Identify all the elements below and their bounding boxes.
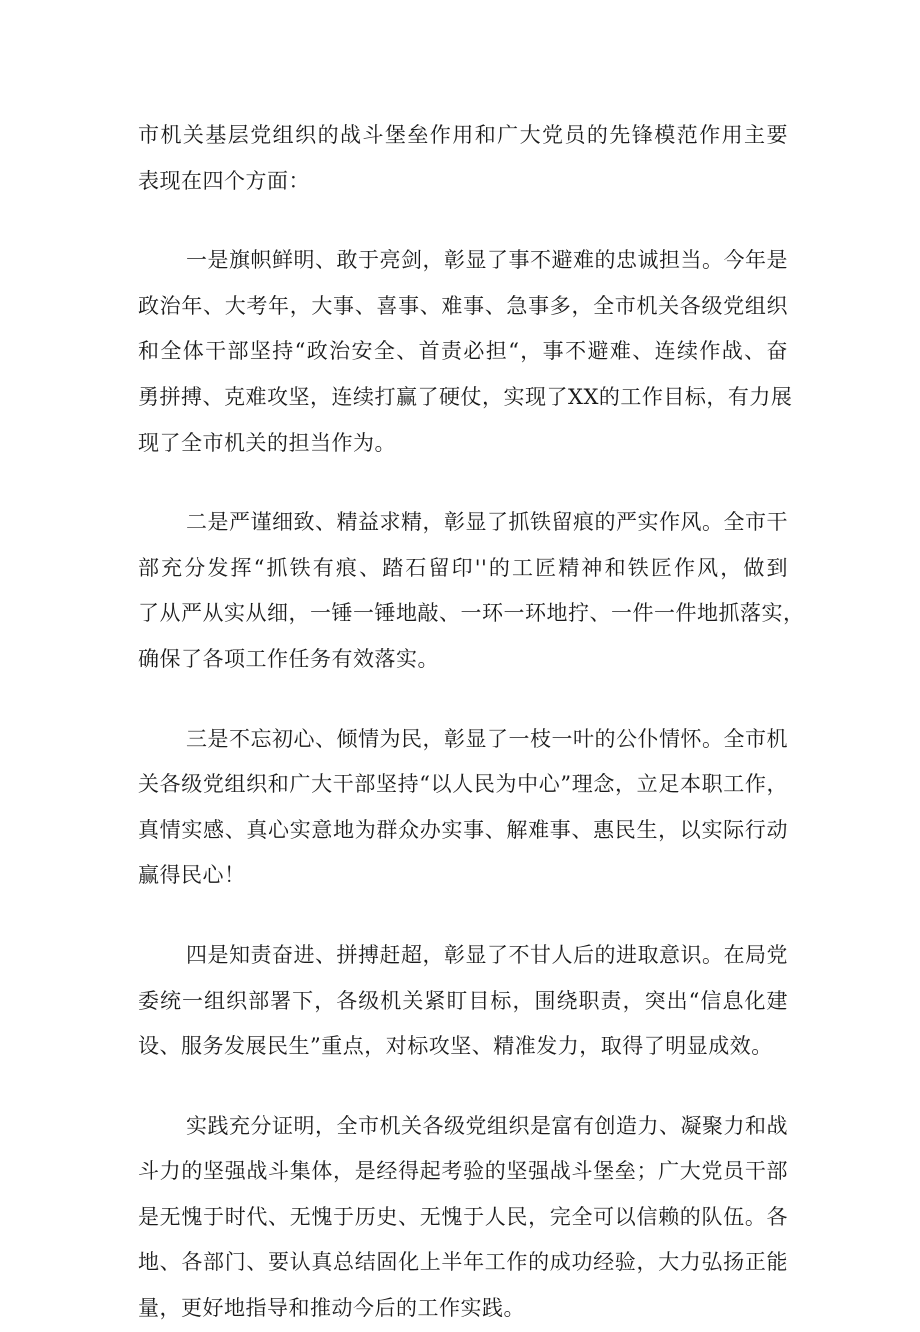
text-line: 实践充分证明，全市机关各级党组织是富有创造力、凝聚力和战	[186, 1113, 788, 1138]
text-line: 关各级党组织和广大干部坚持“以人民为中心”理念，立足本职工作，	[138, 772, 788, 797]
text-line: 现了全市机关的担当作为。	[138, 430, 396, 455]
paragraph-point-four	[138, 933, 788, 1070]
text-line: 勇拼搏、克难攻坚，连续打赢了硬仗，实现了XX的工作目标，有力展	[138, 384, 793, 409]
text-line: 表现在四个方面：	[138, 168, 310, 193]
paragraph-intro	[138, 113, 788, 204]
text-line: 三是不忘初心、倾情为民，彰显了一枝一叶的公仆情怀。全市机	[186, 726, 788, 751]
text-line: 设、服务发展民生”重点，对标攻坚、精准发力，取得了明显成效。	[138, 1034, 773, 1059]
text-line: 一是旗帜鲜明、敢于亮剑，彰显了事不避难的忠诚担当。今年是	[186, 248, 788, 273]
text-line: 市机关基层党组织的战斗堡垒作用和广大党员的先锋模范作用主要	[138, 123, 788, 147]
text-line: 量，更好地指导和推动今后的工作实践。	[138, 1296, 525, 1321]
paragraph-conclusion	[138, 1104, 788, 1332]
text-line: 和全体干部坚持“政治安全、首责必担“，事不避难、连续作战、奋	[138, 339, 788, 364]
text-line: 委统一组织部署下，各级机关紧盯目标，围绕职责，突出“信息化建	[138, 988, 788, 1013]
document-body	[138, 113, 805, 1332]
text-line: 了从严从实从细，一锤一锤地敲、一环一环地拧、一件一件地抓落实，	[138, 601, 805, 626]
text-line: 斗力的坚强战斗集体，是经得起考验的坚强战斗堡垒；广大党员干部	[138, 1159, 788, 1184]
text-line: 二是严谨细致、精益求精，彰显了抓铁留痕的严实作风。全市干	[186, 510, 788, 535]
text-line: 赢得民心！	[138, 863, 246, 888]
text-line: 确保了各项工作任务有效落实。	[138, 646, 439, 671]
text-line: 是无愧于时代、无愧于历史、无愧于人民，完全可以信赖的队伍。各	[138, 1204, 788, 1229]
text-line: 部充分发挥“抓铁有痕、踏石留印''的工匠精神和铁匠作风，做到	[138, 555, 788, 580]
text-line: 政治年、大考年，大事、喜事、难事、急事多，全市机关各级党组织	[138, 293, 788, 318]
text-line: 四是知责奋进、拼搏赶超，彰显了不甘人后的进取意识。在局党	[186, 942, 788, 967]
paragraph-point-one	[138, 238, 793, 466]
paragraph-point-three	[138, 717, 788, 899]
text-line: 真情实感、真心实意地为群众办实事、解难事、惠民生，以实际行动	[138, 817, 788, 842]
paragraph-point-two	[138, 500, 805, 682]
text-line: 地、各部门、要认真总结固化上半年工作的成功经验，大力弘扬正能	[138, 1250, 788, 1275]
